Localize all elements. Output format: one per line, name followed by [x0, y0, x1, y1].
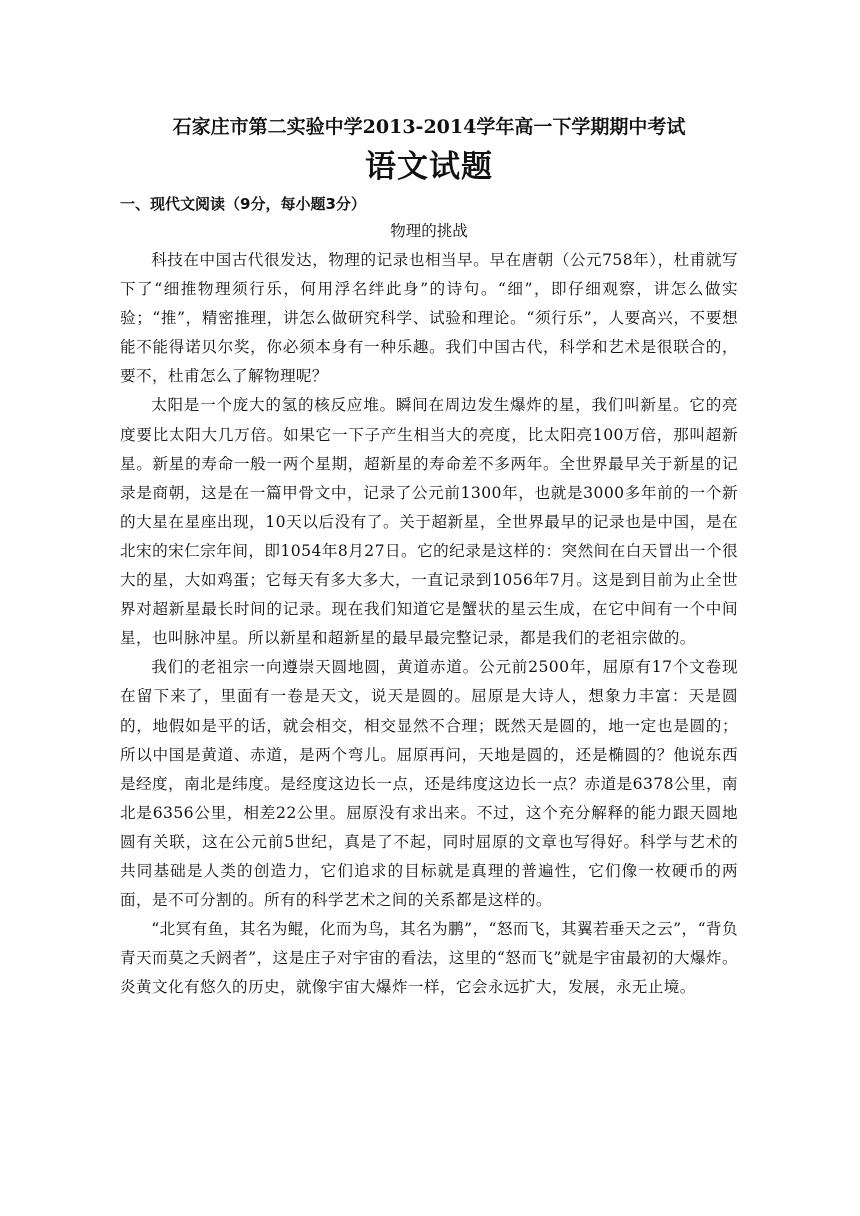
subject-title: 语文试题: [365, 149, 493, 185]
passage-paragraph: “北冥有鱼，其名为鲲，化而为鸟，其名为鹏”，“怒而飞，其翼若垂天之云”，“背负青天而莫之夭阏者”，这是庄子对宇宙的看法，这里的“怒而飞”就是宇宙最初的大爆炸。炎黄文化有悠久的历史，就像宇宙大爆炸一样，它会永远扩大，发展，永无止境。: [120, 920, 738, 997]
exam-page: [120, 112, 738, 1002]
passage-title: 物理的挑战: [390, 222, 468, 240]
section-heading: 一、现代文阅读（9分，每小题3分）: [120, 195, 366, 213]
passage-paragraph: 我们的老祖宗一向遵崇天圆地圆，黄道赤道。公元前2500年，屈原有17个文卷现在留下来了，里面有一卷是天文，说天是圆的。屈原是大诗人，想象力丰富：天是圆的，地假如是平的话，就会相交，相交显然不合理；既然天是圆的，地一定也是圆的；所以中国是黄道、赤道，是两个弯儿。屈原再问，天地是圆的，还是椭圆的？他说东西是经度，南北是纬度。是经度这边长一点，还是纬度这边长一点？赤道是6378公里，南北是6356公里，相差22公里。屈原没有求出来。不过，这个充分解释的能力跟天圆地圆有关联，这在公元前5世纪，真是了不起，同时屈原的文章也写得好。科学与艺术的共同基础是人类的创造力，它们追求的目标就是真理的普遍性，它们像一枚硬币的两面，是不可分割的。所有的科学艺术之间的关系都是这样的。: [120, 658, 738, 910]
passage-paragraph: 太阳是一个庞大的氢的核反应堆。瞬间在周边发生爆炸的星，我们叫新星。它的亮度要比太阳大几万倍。如果它一下子产生相当大的亮度，比太阳亮100万倍，那叫超新星。新星的寿命一般一两个星期，超新星的寿命差不多两年。全世界最早关于新星的记录是商朝，这是在一篇甲骨文中，记录了公元前1300年，也就是3000多年前的一个新的大星在星座出现，10天以后没有了。关于超新星，全世界最早的记录也是中国，是在北宋的宋仁宗年间，即1054年8月27日。它的纪录是这样的：突然间在白天冒出一个很大的星，大如鸡蛋；它每天有多大多大，一直记录到1056年7月。这是到目前为止全世界对超新星最长时间的记录。现在我们知道它是蟹状的星云生成，在它中间有一个中间星，也叫脉冲星。所以新星和超新星的最早最完整记录，都是我们的老祖宗做的。: [120, 396, 738, 648]
passage-paragraph: 科技在中国古代很发达，物理的记录也相当早。早在唐朝（公元758年），杜甫就写下了“细推物理须行乐，何用浮名绊此身”的诗句。“细”，即仔细观察，讲怎么做实验；“推”，精密推理，讲怎么做研究科学、试验和理论。“须行乐”，人要高兴，不要想能不能得诺贝尔奖，你必须本身有一种乐趣。我们中国古代，科学和艺术是很联合的，要不，杜甫怎么了解物理呢？: [120, 251, 738, 386]
exam-title: 石家庄市第二实验中学2013-2014学年高一下学期期中考试: [172, 116, 686, 138]
